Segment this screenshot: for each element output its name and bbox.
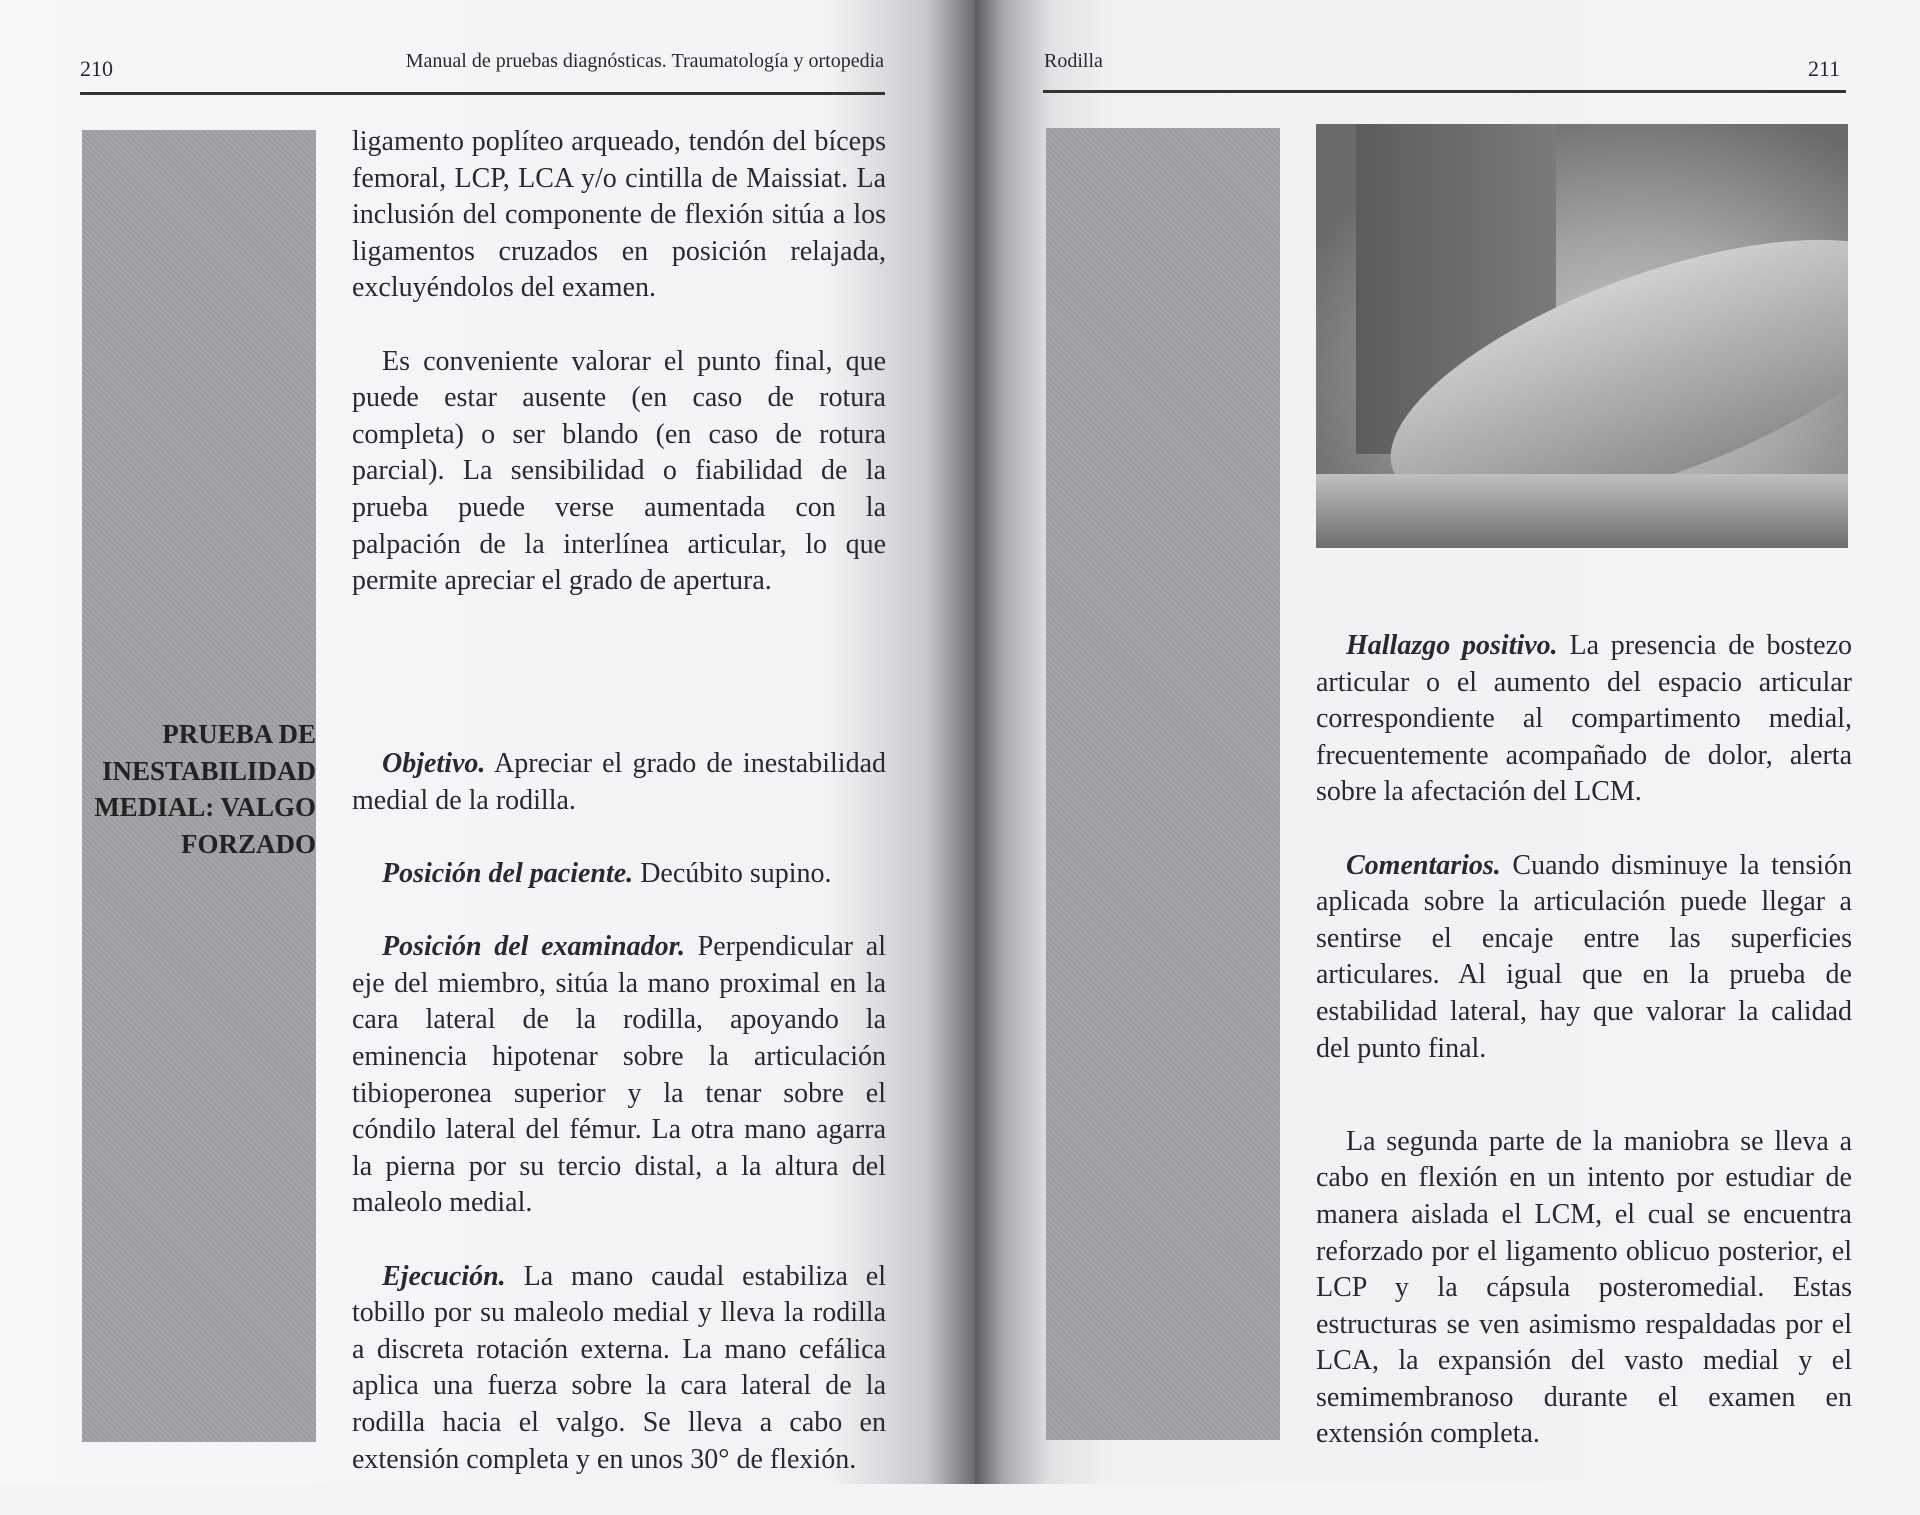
item-posicion-examinador: Posición del examinador. Perpendicular al eje del miembro, sitúa la mano proximal en la cara lateral de la rodilla, apoyando la eminencia hipotenar sobre la articulación tibioperonea superior y la tenar sobre el cóndilo lateral del fémur. La otra mano agarra la pierna por su tercio distal, a la altura del maleolo medial. — [352, 931, 886, 1219]
item-hallazgo-positivo: Hallazgo positivo. La presencia de bostezo articular o el aumento del espacio articular correspondiente al compartimento medial, frecuentemente acompañado de dolor, alerta sobre la afectación del LCM. — [1316, 630, 1853, 808]
knee-examination-photo — [1316, 124, 1848, 548]
left-text-column — [352, 124, 886, 1515]
item-posicion-paciente: Posición del paciente. Decúbito supino. — [382, 858, 832, 890]
header-rule-left — [80, 92, 885, 95]
page-number-right: 211 — [1808, 56, 1841, 81]
margin-bar-right — [1046, 128, 1280, 1440]
running-title-right: Rodilla — [1044, 50, 1103, 72]
section-heading: PRUEBA DE INESTABILIDAD MEDIAL: VALGO FORZADO — [94, 719, 316, 859]
item-ejecucion: Ejecución. La mano caudal estabiliza el tobillo por su maleolo medial y lleva la rodilla a discreta rotación externa. La mano cefálica aplica una fuerza sobre la cara lateral de la rodilla hacia el valgo. Se lleva a cabo en extensión completa y en unos 30° de flexión. — [352, 1260, 886, 1475]
item-objetivo: Objetivo. Apreciar el grado de inestabilidad medial de la rodilla. — [352, 748, 886, 816]
right-text-column — [1316, 628, 1852, 1490]
paragraph: ligamento poplíteo arqueado, tendón del bíceps femoral, LCP, LCA y/o cintilla de Maissiat. La inclusión del componente de flexión sitúa a los ligamentos cruzados en posición relajada, excluyéndolos del examen. — [352, 126, 886, 304]
header-rule-right — [1043, 90, 1846, 93]
running-title-left: Manual de pruebas diagnósticas. Traumatología y ortopedia — [405, 50, 884, 72]
item-comentarios: Comentarios. Cuando disminuye la tensión aplicada sobre la articulación puede llegar a sentirse el encaje entre las superficies articulares. Al igual que en la prueba de estabilidad lateral, hay que valorar la calidad del punto final. — [1316, 849, 1852, 1064]
paragraph: La segunda parte de la maniobra se lleva a cabo en flexión en un intento por estudiar de manera aislada el LCM, el cual se encuentra reforzado por el ligamento oblicuo posterior, el LCP y la cápsula posteromedial. Estas estructuras se ven asimismo respaldadas por el LCA, la expansión del vasto medial y el semimembranoso durante el examen en extensión completa. — [1316, 1125, 1852, 1450]
paragraph: Es conveniente valorar el punto final, que puede estar ausente (en caso de rotura completa) o ser blando (en caso de rotura parcial). La sensibilidad o fiabilidad de la prueba puede verse aumentada con la palpación de la interlínea articular, lo que permite apreciar el grado de apertura. — [352, 345, 886, 597]
page-number-left: 210 — [80, 56, 113, 81]
